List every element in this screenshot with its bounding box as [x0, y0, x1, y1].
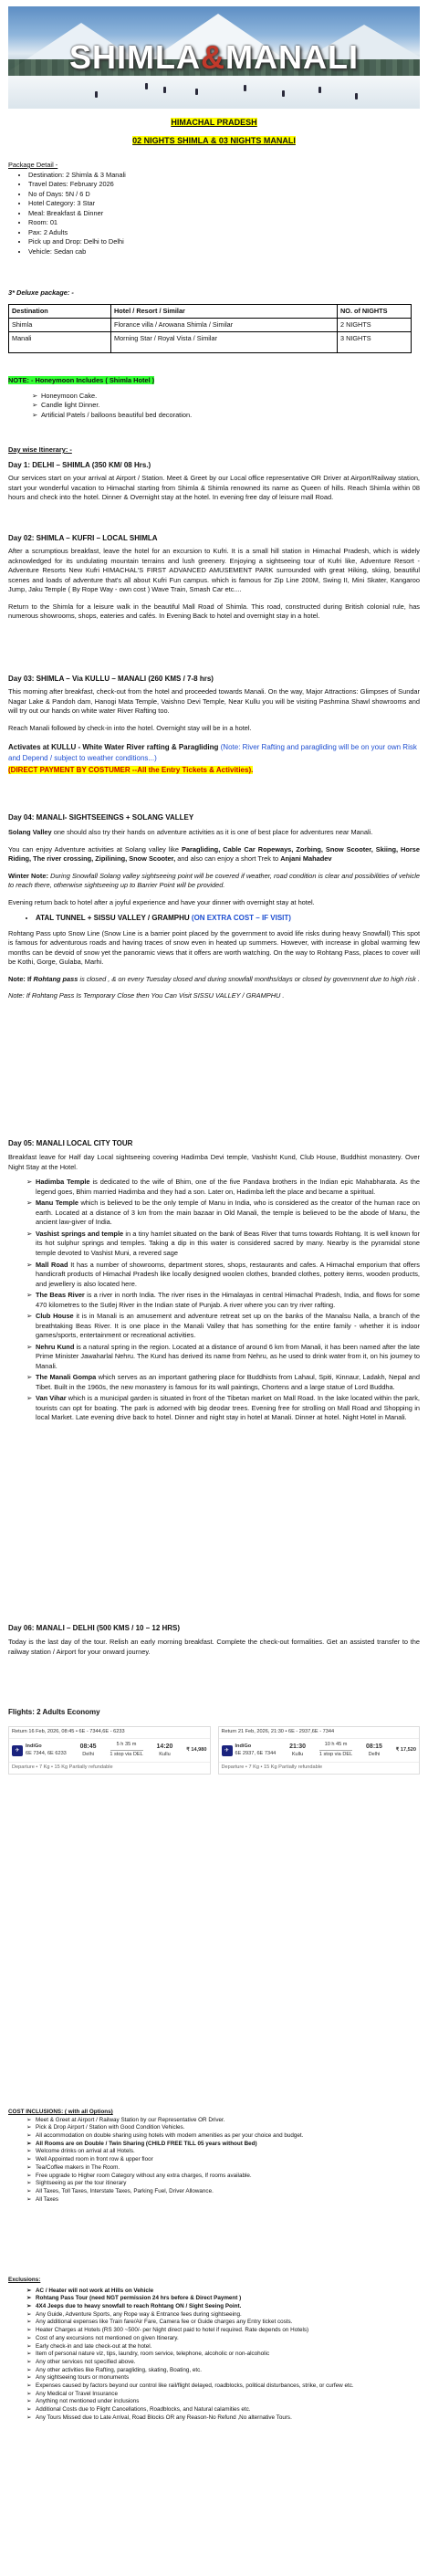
hotel-table	[8, 304, 412, 354]
note-text: Note: If Rohtang Pass Is Temporary Close then You Can Visit SISSU VALLEY / GRAMPHU .	[8, 991, 285, 1000]
departure-time: 08:45	[79, 1743, 97, 1750]
exclusion-item: ➢ Early check-in and late check-out at the hotel.	[36, 2343, 420, 2351]
day3-text: Reach Manali followed by check-in into the hotel. Overnight stay will be in a hotel.	[8, 723, 252, 732]
flight-card[interactable]	[218, 1726, 421, 1775]
snow-ground	[8, 76, 420, 109]
banner-image	[8, 6, 420, 109]
flight-row	[219, 1739, 420, 1762]
exclusion-item: ➢ Any other activities like Rafting, paragliding, skating, Boating, etc.	[36, 2367, 420, 2375]
banner-title-left: SHIMLA	[69, 38, 201, 76]
item-text: which is a municipal garden is situated in front of the Tibetan market on Mall Road. In the lake located within the park, tourists can opt for boating. The park is adorned with big deodar trees. Evening free for strolling on Mall Road and Shopping in local Market. Late evening drive back to hotel. Dinner and night stay in hotel at Manali. Dinner at hotel. Night Hotel in Manali.	[36, 1394, 420, 1422]
inclusion-item: ➢ Well Appointed room in front row & upper floor	[36, 2156, 420, 2164]
winter-note-text: During Snowfall Solang valley sightseeing point will be covered if weather, road condition is clear and possibilities of vehicle to reach there, otherwise sightseeing up to Barrier Point will be provided.	[8, 871, 420, 890]
inclusions-list	[8, 2117, 420, 2204]
day2-text: Return to the Shimla for a leisure walk in the beautiful Mall Road of Shimla. This road, constructed during British colonial rule, has numerous showrooms, shops, eateries and cafés. In Evening Back to hotel and overnight stay in a hotel.	[8, 602, 420, 621]
honeymoon-item: ➢ Honeymoon Cake.	[41, 392, 420, 402]
day1-section	[8, 460, 420, 503]
day4-bullets	[8, 913, 420, 923]
honeymoon-list	[8, 392, 420, 421]
flight-stops: 1 stop via DEL	[110, 1752, 143, 1758]
activities-list: Paragliding, Cable Car Ropeways, Zorbing, Snow Scooter, Skiing, Horse Riding, The river crossing, Zipilining, Snow Scooter,	[8, 844, 420, 864]
day6-title: Day 06: MANALI – DELHI (500 KMS / 10 – 12 HRS)	[8, 1624, 181, 1632]
day6-text: Today is the last day of the tour. Relish an early morning breakfast. Complete the check-out formalities. Get an assisted transfer to the railway station / Airport for your onward journey.	[8, 1638, 420, 1656]
page-subtitle: 02 NIGHTS SHIMLA & 03 NIGHTS MANALI	[132, 135, 296, 145]
table-cell: Morning Star / Royal Vista / Similar	[111, 332, 338, 353]
trek-destination: Anjani Mahadev	[280, 854, 332, 864]
honeymoon-item: ➢ Candle light Dinner.	[41, 401, 420, 411]
table-cell: Shimla	[9, 318, 111, 331]
day5-section	[8, 1138, 420, 1425]
activity-label: Activates at KULLU - White Water River rafting & Paragliding	[8, 743, 219, 752]
item-name: Vashist springs and temple	[36, 1229, 124, 1238]
item-text: which serves as an important gathering place for Buddhists from Lahaul, Spiti, Kinnaur, Ladakh, Nepal and Tibet. Built in the 1960s, the new monastery is famous for its wall paintings, Chortens and a large statue of Lord Buddha.	[36, 1373, 420, 1391]
flight-duration: 5 h 35 m	[116, 1742, 137, 1748]
inclusions-section	[8, 2109, 420, 2204]
day1-text: Our services start on your arrival at Airport / Station. Meet & Greet by our Local office representative OR Driver at Airport/Railway station, start your wonderful vacation to Himachal starting from Shimla & Shimla renowned its name as Queen of hills. Reach Shimla within 08 hours and check into the hotel. Dinner & Overnight stay at the hotel. In evening free day of leisure mall Road.	[8, 474, 420, 502]
note-label: Note: If	[8, 974, 34, 983]
table-row	[9, 318, 412, 331]
list-item	[36, 1261, 420, 1290]
banner-title-right: MANALI	[225, 38, 359, 76]
day4-text: Evening return back to hotel after a joyful experience and have your dinner with overnight stay at hotel.	[8, 897, 315, 906]
title-block	[8, 117, 420, 147]
exclusion-item: ➢ Item of personal nature viz, tips, laundry, room service, telephone, alcoholic or non-alcoholic	[36, 2351, 420, 2359]
item-text: which is believed to be the only temple of Manu in India, who is considered as the creator of the human race on earth. Located at a distance of 3 km from the main bazaar in Old Manali, the temple is believed to be the abode of Manu, the ancient law-giver of India.	[36, 1199, 420, 1227]
inclusion-item: ➢ Free upgrade to Higher room Category without any extra charges, If rooms available.	[36, 2173, 420, 2181]
day3-section	[8, 674, 420, 776]
item-text: is a natural spring in the region. Located at a distance of around 6 km from Manali, it has been named after the late Prime Minister Jawaharlal Nehru. The Kund has derived its name from Nehru, as he used to drink water from it, on his journey to Manali.	[36, 1342, 420, 1370]
day4-title: Day 04: MANALI- SIGHTSEEINGS + SOLANG VALLEY	[8, 813, 194, 822]
arrival-time: 08:15	[366, 1743, 382, 1750]
day2-title: Day 02: SHIMLA – KUFRI – LOCAL SHIMLA	[8, 534, 158, 542]
exclusion-item: ➢ Expenses caused by factors beyond our control like rail/flight delayed, roadblocks, political disturbances, strike, or curfew etc.	[36, 2382, 420, 2391]
list-item	[36, 1178, 420, 1197]
list-item	[36, 1343, 420, 1372]
flights-heading: Flights: 2 Adults Economy	[8, 1708, 100, 1716]
package-item: • Travel Dates: February 2026	[28, 180, 420, 190]
item-text: in a tiny hamlet situated on the bank of Beas River that turns towards Rohtang. It is well known for its hot sulphur springs and temples. Taking a dip in this water is considered sacred by many. Nearby is the pyramidal stone temple devoted to Vashist Muni, a revered sage	[36, 1229, 420, 1257]
extra-cost-note: (ON EXTRA COST – IF VISIT)	[191, 914, 291, 923]
day1-title: Day 1: DELHI – SHIMLA (350 KM/ 08 Hrs.)	[8, 461, 151, 469]
departure-time: 21:30	[289, 1743, 307, 1750]
list-item	[36, 1230, 420, 1259]
day2-section	[8, 533, 420, 622]
airline-logo-icon: ✈	[222, 1745, 233, 1756]
inclusion-item: ➢ All Taxes	[36, 2196, 420, 2204]
page-title: HIMACHAL PRADESH	[171, 118, 257, 127]
package-item: • Room: 01	[28, 218, 420, 228]
exclusion-item: ➢ Any other services not specified above.	[36, 2359, 420, 2367]
table-header: Hotel / Resort / Similar	[111, 304, 338, 318]
inclusion-item: ➢ Sightseeing as per the tour itinerary	[36, 2180, 420, 2188]
activity-note: (Note: River Rafting and paragliding will be on your own Risk and Depend / subject to weather conditions...)	[8, 743, 417, 762]
package-item: • Pick up and Drop: Delhi to Delhi	[28, 237, 420, 247]
inclusion-item: ➢ Pick & Drop Airport / Station with Good Condition Vehicles.	[36, 2124, 420, 2132]
exclusion-item: ➢ Any sightseeing tours or monuments	[36, 2374, 420, 2382]
payment-note: (DIRECT PAYMENT BY COSTUMER --All the Entry Tickets & Activities).	[8, 766, 254, 775]
flight-header: Return 16 Feb, 2026, 08:45 • 6E - 7344,6E - 6233	[9, 1727, 210, 1739]
list-item	[36, 1373, 420, 1392]
exclusion-item: ➢ Any Tours Missed due to Late Arrival, Road Blocks OR any Reason-No Refund ,No alternative Tours.	[36, 2414, 420, 2423]
honeymoon-item: ➢ Artificial Patels / balloons beautiful bed decoration.	[41, 411, 420, 421]
airline-name: IndiGo	[26, 1743, 42, 1749]
table-cell: 2 NIGHTS	[338, 318, 412, 331]
banner-title	[8, 34, 420, 80]
day4-text: You can enjoy Adventure activities at Solang valley like	[8, 844, 182, 853]
package-item: • Pax: 2 Adults	[28, 228, 420, 238]
day4-text: and also can enjoy a short Trek to	[175, 854, 281, 864]
inclusions-heading: COST INCLUSIONS: ( with all Options)	[8, 2109, 113, 2115]
flight-footer: Departure • 7 Kg • 15 Kg Partially refundable	[219, 1762, 420, 1774]
honeymoon-heading: NOTE: - Honeymoon Includes ( Shimla Hotel )	[8, 376, 155, 384]
inclusion-item: ➢ All Taxes, Toll Taxes, Interstate Taxes, Parking Fuel, Driver Allowance.	[36, 2188, 420, 2196]
day3-title: Day 03: SHIMLA – Via KULLU – MANALI (260 KMS / 7-8 hrs)	[8, 675, 214, 683]
item-name: Hadimba Temple	[36, 1178, 90, 1187]
winter-note-label: Winter Note:	[8, 871, 48, 880]
table-cell: 3 NIGHTS	[338, 332, 412, 353]
banner-ampersand: &	[201, 38, 225, 76]
item-name: The Manali Gompa	[36, 1373, 97, 1382]
item-name: The Beas River	[36, 1291, 85, 1300]
day5-list	[8, 1178, 420, 1422]
airline-logo-icon: ✈	[12, 1745, 23, 1756]
list-item	[36, 1291, 420, 1310]
itinerary-heading: Day wise Itinerary: -	[8, 445, 72, 454]
atal-tunnel-label: ATAL TUNNEL + SISSU VALLEY / GRAMPHU	[36, 914, 192, 923]
day4-section	[8, 812, 420, 1001]
inclusion-item: ➢ All Rooms are on Double / Twin Sharing (CHILD FREE TILL 05 years without Bed)	[36, 2141, 420, 2149]
flight-code: 6E 2937, 6E 7344	[235, 1750, 277, 1756]
exclusions-section	[8, 2277, 420, 2422]
flight-stops: 1 stop via DEL	[318, 1752, 353, 1758]
inclusion-item: ➢ Meet & Greet at Airport / Railway Station by our Representative OR Driver.	[36, 2117, 420, 2125]
exclusion-item: ➢ Any Medical or Travel Insurance	[36, 2391, 420, 2399]
inclusion-item: ➢ All accommodation on double sharing using hotels with modern amenities as per your choice and budget.	[36, 2132, 420, 2141]
table-header: NO. of NIGHTS	[338, 304, 412, 318]
item-text: It has a number of showrooms, department stores, shops, restaurants and cafes. A Himachal emporium that offers handicraft products of Himachal Pradesh like locally designed woolen clothes, branded clothes, pottery items, wooden products, and jewellery is also located here.	[36, 1260, 420, 1288]
exclusion-item: ➢ Additional Costs due to Flight Cancellations, Roadblocks, and Natural calamities etc.	[36, 2406, 420, 2414]
package-heading: Package Detail -	[8, 161, 58, 169]
note-bold: Rohtang pass	[33, 974, 78, 983]
exclusion-item: ➢ AC / Heater will not work at Hills on Vehicle	[36, 2288, 420, 2296]
flight-duration: 10 h 45 m	[324, 1742, 348, 1748]
exclusion-item: ➢ Any Guide, Adventure Sports, any Rope way & Entrance fees during sightseeing.	[36, 2311, 420, 2319]
flight-fare: ₹ 14,980	[186, 1746, 207, 1753]
package-item: • Meal: Breakfast & Dinner	[28, 209, 420, 219]
exclusion-item: ➢ Any additional expenses like Train fare/Air Fare, Camera fee or Guide charges any Entry ticket costs.	[36, 2319, 420, 2327]
exclusion-item: ➢ Cost of any excursions not mentioned on given Itinerary.	[36, 2335, 420, 2343]
table-cell: Manali	[9, 332, 111, 353]
day5-intro: Breakfast leave for Half day Local sightseeing covering Hadimba Devi temple, Vashisht Kund, Club House, Buddhist monastery. Over Night Stay at the Hotel.	[8, 1153, 420, 1171]
table-header-row	[9, 304, 412, 318]
departure-city: Delhi	[82, 1751, 94, 1757]
flight-fare: ₹ 17,520	[395, 1746, 416, 1753]
item-text: it is in Manali is an amusement and adventure retreat set up on the banks of the Manalsu Nalla, a branch of the breathtaking Beas River. It is one place in the Manali Valley that has something for the entire family - whether it is indoor games/sports, entertainment or recreational activities.	[36, 1312, 421, 1340]
inclusion-item: ➢ Welcome drinks on arrival at all Hotels.	[36, 2148, 420, 2156]
exclusion-item: ➢ Anything not mentioned under inclusions	[36, 2398, 420, 2406]
item-name: Nehru Kund	[36, 1342, 75, 1351]
flight-card[interactable]	[8, 1726, 211, 1775]
arrival-time: 14:20	[156, 1743, 173, 1750]
arrival-city: Kullu	[159, 1751, 171, 1757]
flights-section	[8, 1707, 420, 1775]
list-item	[36, 1199, 420, 1228]
rohtang-text: Rohtang Pass upto Snow Line (Snow Line is a barrier point placed by the government to avoid life risks during heavy Snowfall) This spot is famous for adventurous roads and having traces of snow even in heated up summers. However, with increase in global warming few months can be devoid of snow yet the panoramic views that it offers are worth watching. On the way to Rohtang Pass, places to cover will be Kothi, Gorge, Gulaba, Marhi.	[8, 928, 420, 967]
package-detail	[8, 161, 420, 257]
airline-name: IndiGo	[235, 1743, 252, 1749]
table-cell: Florance villa / Arowana Shimla / Similar	[111, 318, 338, 331]
day4-text: one should also try their hands on adventure activities as it is one of best place for adventures near Manali.	[51, 828, 373, 837]
item-text: is dedicated to the wife of Bhim, one of the five Pandava brothers in the Indian epic Mahabharata. As the legend goes, Bhim married Hadimba and they had a son. Later on, Hadimba left the place and became a spiritual.	[36, 1178, 420, 1196]
list-item	[36, 1312, 420, 1341]
arrival-city: Delhi	[368, 1751, 381, 1757]
package-item: • Vehicle: Sedan cab	[28, 247, 420, 257]
honeymoon-section	[8, 376, 420, 420]
item-name: Club House	[36, 1312, 74, 1321]
package-item: • Hotel Category: 3 Star	[28, 199, 420, 209]
item-name: Manu Temple	[36, 1199, 79, 1208]
day2-text: After a scrumptious breakfast, leave the hotel for an excursion to Kufri. It is a small hill station in Himachal Pradesh, which is widely acknowledged for its undulating mountain terrains and lush greenery. Enjoying a sightseeing tour of Kufri like, Adventure Resort - Adventure Resorts New Kufri HIMACHAL'S FIRST ADVANCED AMUSEMENT PARK surrounded with great Hiking, skiing, beautiful scenes and loads of adventure that's all about Kufri Fun campus. which is famous for Zip Line 200M, Swing II, Mini Skater, Kangaroo Jump, Jaku Temple ( By Rope Way - own cost ) Wave Train, Smash Car etc....	[8, 547, 420, 594]
exclusions-list	[8, 2288, 420, 2423]
day5-title: Day 05: MANALI LOCAL CITY TOUR	[8, 1139, 133, 1147]
exclusions-heading: Exclusions:	[8, 2277, 41, 2283]
table-header: Destination	[9, 304, 111, 318]
note-text: is closed , & on every Tuesday closed and during snowfall months/days or closed by government due to high risk .	[78, 974, 420, 983]
day3-text: This morning after breakfast, check-out from the hotel and proceeded towards Manali. On the way, Major Attractions: Glimpses of Sundar Nagar Lake & Pandoh dam, Hanogi Mata Temple, Vaishno Devi Temple, Near Kullu you will be visiting Pashmina Shawl showrooms and will try out our hands on white water River Rafting too.	[8, 687, 420, 716]
solang-label: Solang Valley	[8, 828, 52, 837]
flight-cards	[8, 1726, 420, 1775]
deluxe-heading: 3* Deluxe package: -	[8, 288, 74, 297]
flight-header: Return 21 Feb, 2026, 21:30 • 6E - 2937,6E - 7344	[219, 1727, 420, 1739]
flight-code: 6E 7344, 6E 6233	[26, 1750, 67, 1756]
item-name: Van Vihar	[36, 1394, 67, 1403]
deluxe-package	[8, 288, 420, 353]
exclusion-item: ➢ Heater Charges at Hotels (RS 300 ~500/- per Night direct paid to hotel if required. Rate depends on Hotels)	[36, 2327, 420, 2335]
item-name: Mall Road	[36, 1260, 68, 1269]
package-item: • Destination: 2 Shimla & 3 Manali	[28, 171, 420, 181]
inclusion-item: ➢ Tea/Coffee makers in The Room.	[36, 2164, 420, 2173]
flight-row	[9, 1739, 210, 1762]
exclusion-item: ➢ 4X4 Jeeps due to heavy snowfall to reach Rohtang ON / Sight Seeing Point.	[36, 2303, 420, 2311]
flight-footer: Departure • 7 Kg • 15 Kg Partially refundable	[9, 1762, 210, 1774]
list-item	[36, 1394, 420, 1423]
departure-city: Kullu	[291, 1751, 304, 1757]
item-text: is a river in north India. The river rises in the Himalayas in central Himachal Pradesh, India, and flows for some 470 kilometres to the Sutlej River in the Indian state of Punjab. A river where you can try river rafting.	[36, 1291, 421, 1309]
package-item: • No of Days: 5N / 6 D	[28, 190, 420, 200]
day6-section	[8, 1623, 420, 1657]
exclusion-item: ➢ Rohtang Pass Tour (need NGT permission 24 hrs before & Direct Payment )	[36, 2295, 420, 2303]
package-list	[8, 171, 420, 257]
table-row	[9, 332, 412, 353]
